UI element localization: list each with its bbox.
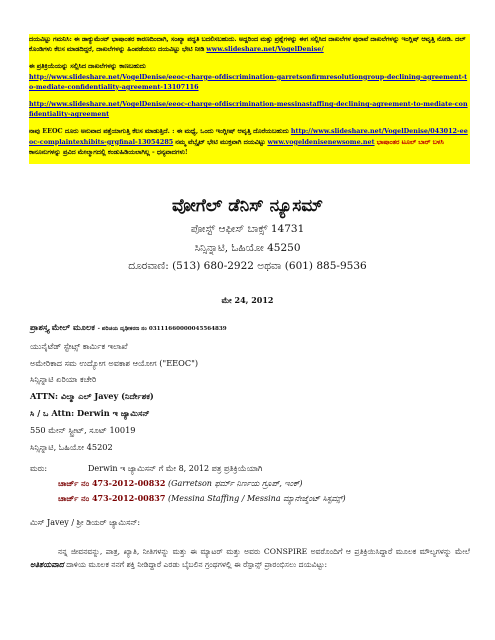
office-line: ಸಿನ್ಸಿನ್ನಾಟಿ ಏರಿಯಾ ಕಚೇರಿ	[30, 374, 97, 385]
letterhead-phone: ದೂರವಾಣಿ: (513) 680-2922 ಅಥವಾ (601) 885-9536	[128, 260, 367, 272]
charge-party-1: (Garretson ಫರ್ಮ್ ನಿರ್ಣಯ ಗ್ರೂಪ್, ಇಂಕ್)	[167, 479, 303, 488]
notice-paragraph-2	[29, 61, 470, 92]
charge-line-1	[30, 476, 470, 491]
salutation: ಮಿಸ್ Javey / ಶ್ರೀ ಡಿಯರ್ ಜ್ಯಾಮಿಸನ್:	[30, 518, 141, 527]
charge-line-2	[30, 491, 470, 506]
notice-paragraph-1	[29, 34, 470, 54]
eeoc-complaint-link[interactable]: http://www.slideshare.net/VogelDenise/043012-eeoc-complaintexhibits-grgfinal-13054285	[29, 127, 468, 146]
agency-line-1: ಯುನೈಟೆಡ್ ಸ್ಟೇಟ್ಸ್ ಕಾರ್ಮಿಕ ಇಲಾಖೆ	[30, 340, 128, 351]
notice-paragraph-3	[29, 99, 470, 119]
tracking-number: - ಪರಿಚಯ ದೃಢೀಕರಣ ನಂ 03111660000045564839	[97, 326, 227, 332]
notice-paragraph-4	[29, 126, 470, 157]
messina-document-link[interactable]: http://www.slideshare.net/VogelDenise/eeoc-charge-ofdiscrimination-messinastaffing-declining-agreement-to-mediate-confidentiality-agreement	[29, 100, 468, 119]
recipient-address	[30, 319, 470, 455]
notice-text-4: ನಾವು EEOC ದೂರು ಅನುವಾದ ಪತ್ತೆಯಾಗುತ್ತಿ ಕೆಲಸ ಮಾಡುತ್ತಿದೆ. : ಈ ಮಧ್ಯೆ, ಒಂದು ಇಂಗ್ಲೀಷ್ ಆವೃತ್ತಿ ದೊರೆಯಬಹುದು	[29, 127, 289, 136]
letterhead-city: ಸಿನ್ಸಿನ್ನಾಟಿ, ಓಹಿಯೋ 45250	[194, 242, 301, 254]
body-emphasis: ಅತಿಶಯವಾದ	[30, 560, 64, 569]
attention-line-2: ಸಿ / ಒ Attn: Derwin ಇ ಜ್ಯಾಮಿಸನ್	[30, 407, 150, 418]
subject-label: ಮರು:	[30, 464, 48, 473]
slideshare-link[interactable]: www.slideshare.net/VogelDenise/	[206, 45, 324, 54]
subject-text: Derwin ಇ ಜ್ಯಾಮಿಸನ್ ಗೆ ಮೇ 8, 2012 ಪತ್ರ ಪ್ರತಿಕ್ರಿಯೆಯಾಗಿ	[88, 464, 263, 473]
letterhead-name: ವೋಗೆಲ್ ಡೆನಿಸ್ ನ್ಯೂಸಮ್	[172, 196, 323, 216]
translation-notice	[29, 34, 470, 164]
letterhead-po-box: ಪೋಸ್ಟ್ ಆಫೀಸ್ ಬಾಕ್ಸ್ 14731	[190, 223, 305, 235]
body-text-part-2: ದಾಳಿಯ ಮೂಲಕ ನನಗೆ ಶಕ್ತಿ ನೀಡಿದ್ದಾರೆ ಎರಡು ಬೈಬಲಿನ ಗ್ರಂಥಗಳಲ್ಲಿ ಈ ರೆಸ್ಪಾನ್ಸ್ ಪ್ರಾರಂಭಿಸಲು ದಯವಿಟ್ಟು:	[66, 560, 328, 569]
notice-text-4c: ಕಾನೂನುಗಳನ್ನು ಪ್ರವಿದ ಮೇಲ್ಮಾಗದಲ್ಲಿ ಕಂಡುಹಿಡಿಯಲಾಗಿಲ್ಲ - ಧನ್ಯವಾದಗಳು!	[29, 147, 188, 156]
subject-block	[30, 461, 470, 506]
notice-text-1: ದಯವಿಟ್ಟು ಗಮನಿಸಿ: ಈ ಡಾಕ್ಯುಮೆಂಟ್ ಭಾಷಾಂತರ ಕಾರಣದಿಂದಾಗಿ, ಸಂಖ್ಯಾ ಪದ್ಧತಿ ಬದಲಿಸಬಹುದು. ಅದ್ದರಿಂದ ಮತ್ತು ಪ್ರಶ್ನೆಗಳನ್ನು ಈಗ ಸಲ್ಲಿಸಿದ ದಾಖಲೆಗಳ ಪುರಾವೆ ದಾಖಲೆಗಳನ್ನು ಇಂಗ್ಲಿಷ್ ಆವೃತ್ತಿ ನೋಡಿ. ದಲ್ ಕೊಂಡಿಗಳು ಕೆಲಸ ಮಾಡದಿದ್ದರೆ, ದಾಖಲೆಗಳನ್ನು ಹಿಂಪಡೆಯಲು ದಯವಿಟ್ಟು ಭೇಟಿ ನೀಡಿ	[29, 35, 466, 54]
charge-number-1: ಚಾರ್ಜ್ ನಂ 473-2012-00832	[58, 478, 166, 488]
notice-text-4b: ನಮ್ಮ ವೆಬ್ಸೈಟ್ ಭೇಟಿ ಮುಕ್ತವಾಗಿ ದಯವಿಟ್ಟು	[175, 137, 266, 146]
notice-text-2: ಈ ಪ್ರತಿಕ್ರಿಯೆಯನ್ನು ಸಲ್ಲಿಸಿದ ದಾಖಲೆಗಳನ್ನು ಕಾಣಬಹುದು	[29, 62, 146, 71]
delivery-line	[30, 319, 470, 338]
website-link[interactable]: www.vogeldenisenewsome.net	[267, 137, 375, 146]
agency-line-2: ಅಮೇರಿಕಾದ ಸಮ ಉದ್ಯೋಗ ಅವಕಾಶ ಆಯೋಗ ("EEOC")	[30, 357, 199, 368]
translation-toolbar-note: ಭಾಷಾಂತರ ಟೂಲ್ ಬಾರ್ ಬಳಸಿ	[376, 137, 444, 146]
city-line: ಸಿನ್ಸಿನ್ನಾಟಿ, ಓಹಿಯೋ 45202	[30, 441, 113, 452]
attention-line-1: ATTN: ವಿಲ್ಮಾ ಎಲ್ Javey (ನಿರ್ದೇಶಕ)	[30, 391, 154, 402]
delivery-method: ಪ್ರಾಶಸ್ತ್ಯ ಮೇಲ್ ಮೂಲಕ	[30, 322, 95, 332]
street-line: 550 ಮೇನ್ ಸ್ಟ್ರೀಟ್, ಸೂಟ್ 10019	[30, 424, 136, 435]
charge-party-2: (Messina Staffing / Messina ಮ್ಯಾನೇಜ್ಮೆಂಟ್ ಸಿಸ್ಟಮ್ಸ್)	[167, 494, 346, 503]
body-text-part-1: ನನ್ನ ಜೀವನವನ್ನು, ಪಾತ್ರ, ಖ್ಯಾತಿ, ನೀತಿಗಳನ್ನು ಮತ್ತು ಈ ಮ್ಯಾಟರ್ ಮತ್ತು ಅವರು CONSPIRE ಅವರೊಂದಿಗೆ ಆ ಪ್ರತಿಕ್ರಿಯಿಸಿದ್ದಾರೆ ಮೂಲಕ ಮೌಲ್ಯಗಳನ್ನು ಮೇಲೆ	[58, 547, 470, 556]
letter-date: ಮೇ 24, 2012	[221, 295, 274, 305]
body-paragraph	[30, 545, 470, 571]
garretson-document-link[interactable]: http://www.slideshare.net/VogelDenise/eeoc-charge-ofdiscrimination-garretsonfirmresolutiongroup-declining-agreement-to-mediate-confidentiality-agreement-13107116	[29, 72, 468, 91]
subject-line	[30, 461, 470, 476]
charge-number-2: ಚಾರ್ಜ್ ನಂ 473-2012-00837	[58, 493, 166, 503]
